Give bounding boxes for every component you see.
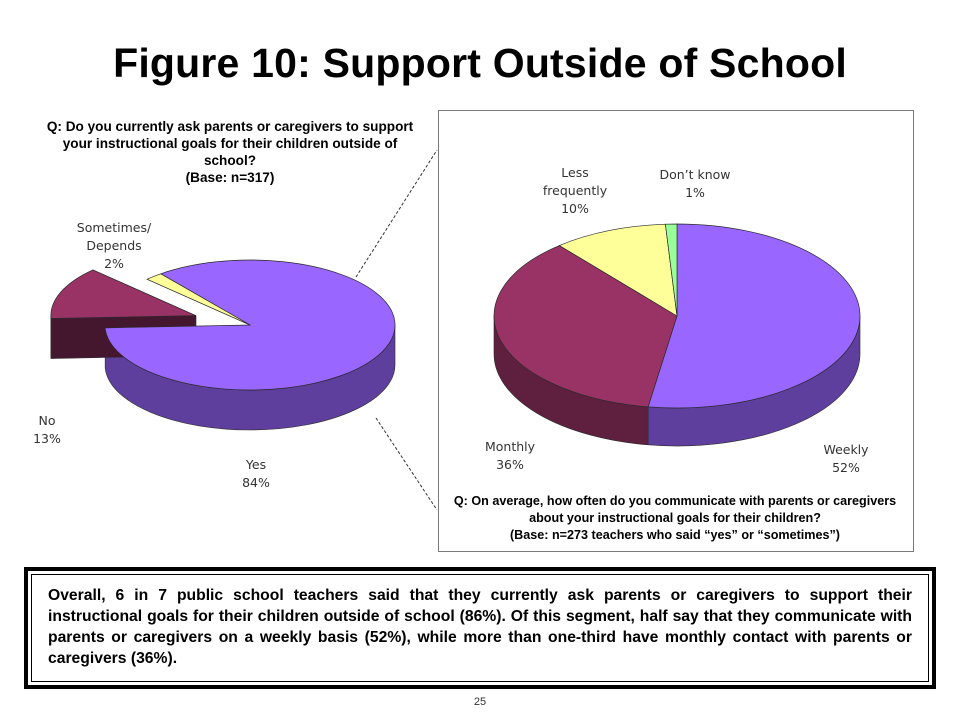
left-label-sometimes-line1: Sometimes/ [76,220,152,235]
right-label-less-line2: frequently [542,183,608,198]
left-question-text: Q: Do you currently ask parents or caregivers to support your instructional goals for their children outside of school? [46,119,414,168]
right-label-weekly-line1: Weekly [823,442,869,457]
left-label-sometimes-line2: Depends [86,238,142,253]
right-label-less-value: 10% [561,201,589,216]
summary-box [24,567,936,689]
summary-text: Overall, 6 in 7 public school teachers said that they currently ask parents or caregivers to support their instructional goals for their children outside of school (86%). Of this segment, half say that they communicate with parents or caregivers on a weekly basis (52%), while more than one-third have monthly contact with parents or caregivers (36%). [31,574,929,682]
left-label-no-line1: No [38,413,56,428]
right-label-dont-know [650,166,740,202]
left-label-yes-line1: Yes [245,457,267,472]
left-label-sometimes-value: 2% [104,256,124,271]
left-label-no [22,412,72,448]
page-number: 25 [473,696,487,708]
right-chart-question [440,493,910,544]
connector-line-top [356,150,437,277]
left-pie [51,260,395,430]
right-label-dk-line1: Don’t know [659,167,731,182]
connector-line-bottom [376,418,437,510]
right-label-less-line1: Less [561,165,589,180]
right-pie [494,224,860,446]
figure-title: Figure 10: Support Outside of School [113,40,847,86]
right-label-less-frequently [530,164,620,218]
right-label-monthly-value: 36% [496,457,524,472]
right-label-monthly [470,438,550,474]
left-label-no-value: 13% [33,431,61,446]
right-label-monthly-line1: Monthly [484,439,536,454]
left-label-sometimes [64,219,164,273]
right-label-weekly [806,441,886,477]
left-label-yes-value: 84% [242,475,270,490]
right-question-base: (Base: n=273 teachers who said “yes” or “sometimes”) [509,528,841,542]
right-label-weekly-value: 52% [832,460,860,475]
right-question-text: Q: On average, how often do you communicate with parents or caregivers about your instructional goals for their children? [453,494,897,525]
left-label-yes [226,456,286,492]
right-label-dk-value: 1% [685,185,705,200]
left-question-base: (Base: n=317) [185,170,275,185]
